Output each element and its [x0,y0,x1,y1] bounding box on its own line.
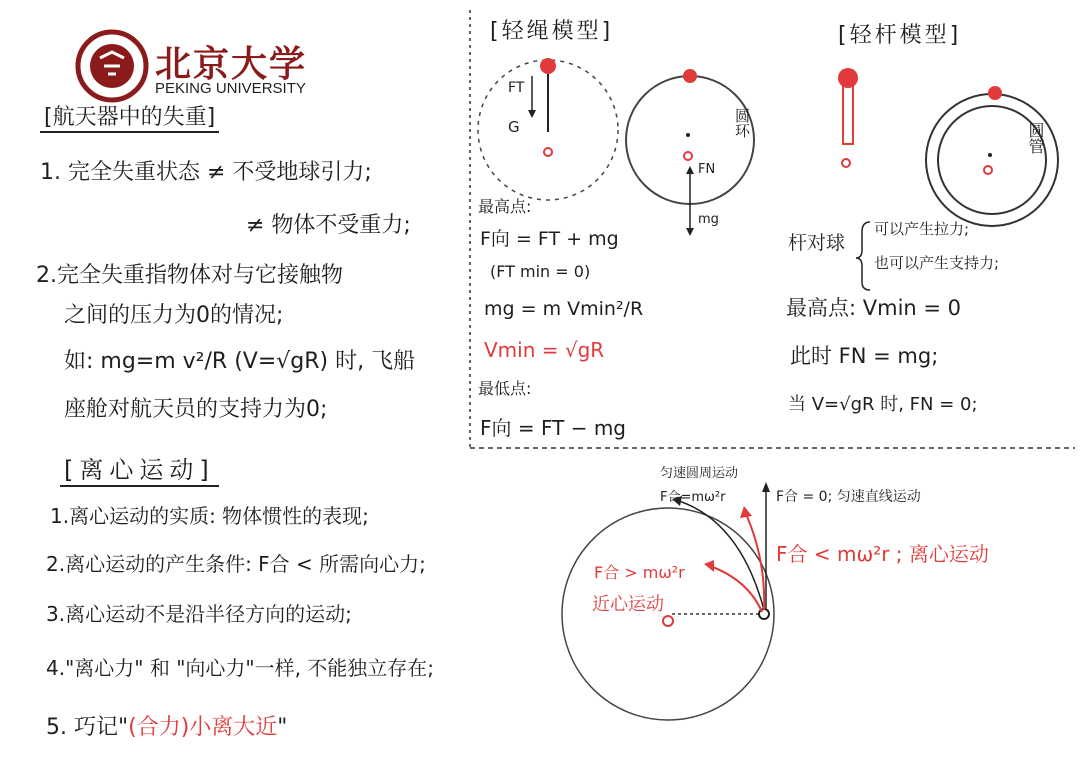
university-seal [78,32,146,100]
near-center-label: 近心运动 [592,594,664,615]
centrifugal-condition-label: F合 < mω²r ; 离心运动 [776,542,989,566]
logo-name: 北京大学 [155,43,308,85]
rope-tension-label: FT [508,80,525,96]
rope-eq-1: F向 = FT + mg [480,228,619,250]
rope-bottom-point: 最低点: [478,379,532,398]
rod-top-point: 最高点: Vmin = 0 [786,296,962,320]
centripetal-condition-label: F合 > mω²r [594,563,685,582]
rope-eq-4: Vmin = √gR [484,338,605,362]
rope-gravity-label: G [508,118,520,136]
centrifugal-point-2: 2.离心运动的产生条件: F合 < 所需向心力; [46,552,426,576]
section-title-weightlessness: [航天器中的失重] [40,100,219,133]
rope-eq-3: mg = m Vmin²/R [484,298,644,320]
mnemonic-prefix: 5. 巧记" [46,715,129,740]
ring-mg-label: mg [698,212,719,227]
rope-top-point: 最高点: [478,197,532,216]
rope-eq-2: (FT min = 0) [490,262,591,281]
mnemonic-text: (合力)小离大近 [128,715,278,740]
mnemonic-suffix: " [277,715,288,740]
rod-model-title: [轻杆模型] [838,23,962,48]
point-1-line-1: 1. 完全失重状态 ≠ 不受地球引力; [40,160,372,185]
ring-normal-label: FN [698,162,716,177]
point-2-line-2: 之间的压力为0的情况; [64,303,284,328]
point-2-line-1: 2.完全失重指物体对与它接触物 [36,263,343,288]
rod-can-pull: 可以产生拉力; [874,220,970,238]
centrifugal-point-5 [46,710,287,741]
zero-force-label: F合 = 0; 匀速直线运动 [776,489,921,505]
rope-center [544,148,552,156]
rod-can-support: 也可以产生支持力; [874,254,1000,272]
section-title-centrifugal: [离心运动] [60,450,219,487]
centrifugal-point-3: 3.离心运动不是沿半径方向的运动; [46,602,352,626]
point-2-line-4: 座舱对航天员的支持力为0; [64,397,328,422]
tube-outer [926,94,1058,226]
rope-model-title: [轻绳模型] [490,19,614,44]
point-2-line-3: 如: mg=m v²/R (V=√gR) 时, 飞船 [64,349,416,374]
ring-label: 圆环 [733,108,751,138]
logo-english: PEKING UNIVERSITY [155,80,306,97]
rod-when: 当 V=√gR 时, FN = 0; [788,394,978,415]
uniform-force-label: F合=mω²r [660,490,726,505]
tube-label: 圆管 [1026,122,1045,154]
centrifugal-point-1: 1.离心运动的实质: 物体惯性的表现; [50,504,369,528]
uniform-circle-label: 匀速圆周运动 [660,466,739,481]
rod-then: 此时 FN = mg; [790,344,939,368]
rope-eq-5: F向 = FT − mg [480,416,626,440]
centrifugal-point-4: 4."离心力" 和 "向心力"一样, 不能独立存在; [46,656,435,680]
rope-ball [540,58,556,74]
rod-on-ball: 杆对球 [788,232,846,254]
point-1-line-2: ≠ 物体不受重力; [246,213,411,238]
